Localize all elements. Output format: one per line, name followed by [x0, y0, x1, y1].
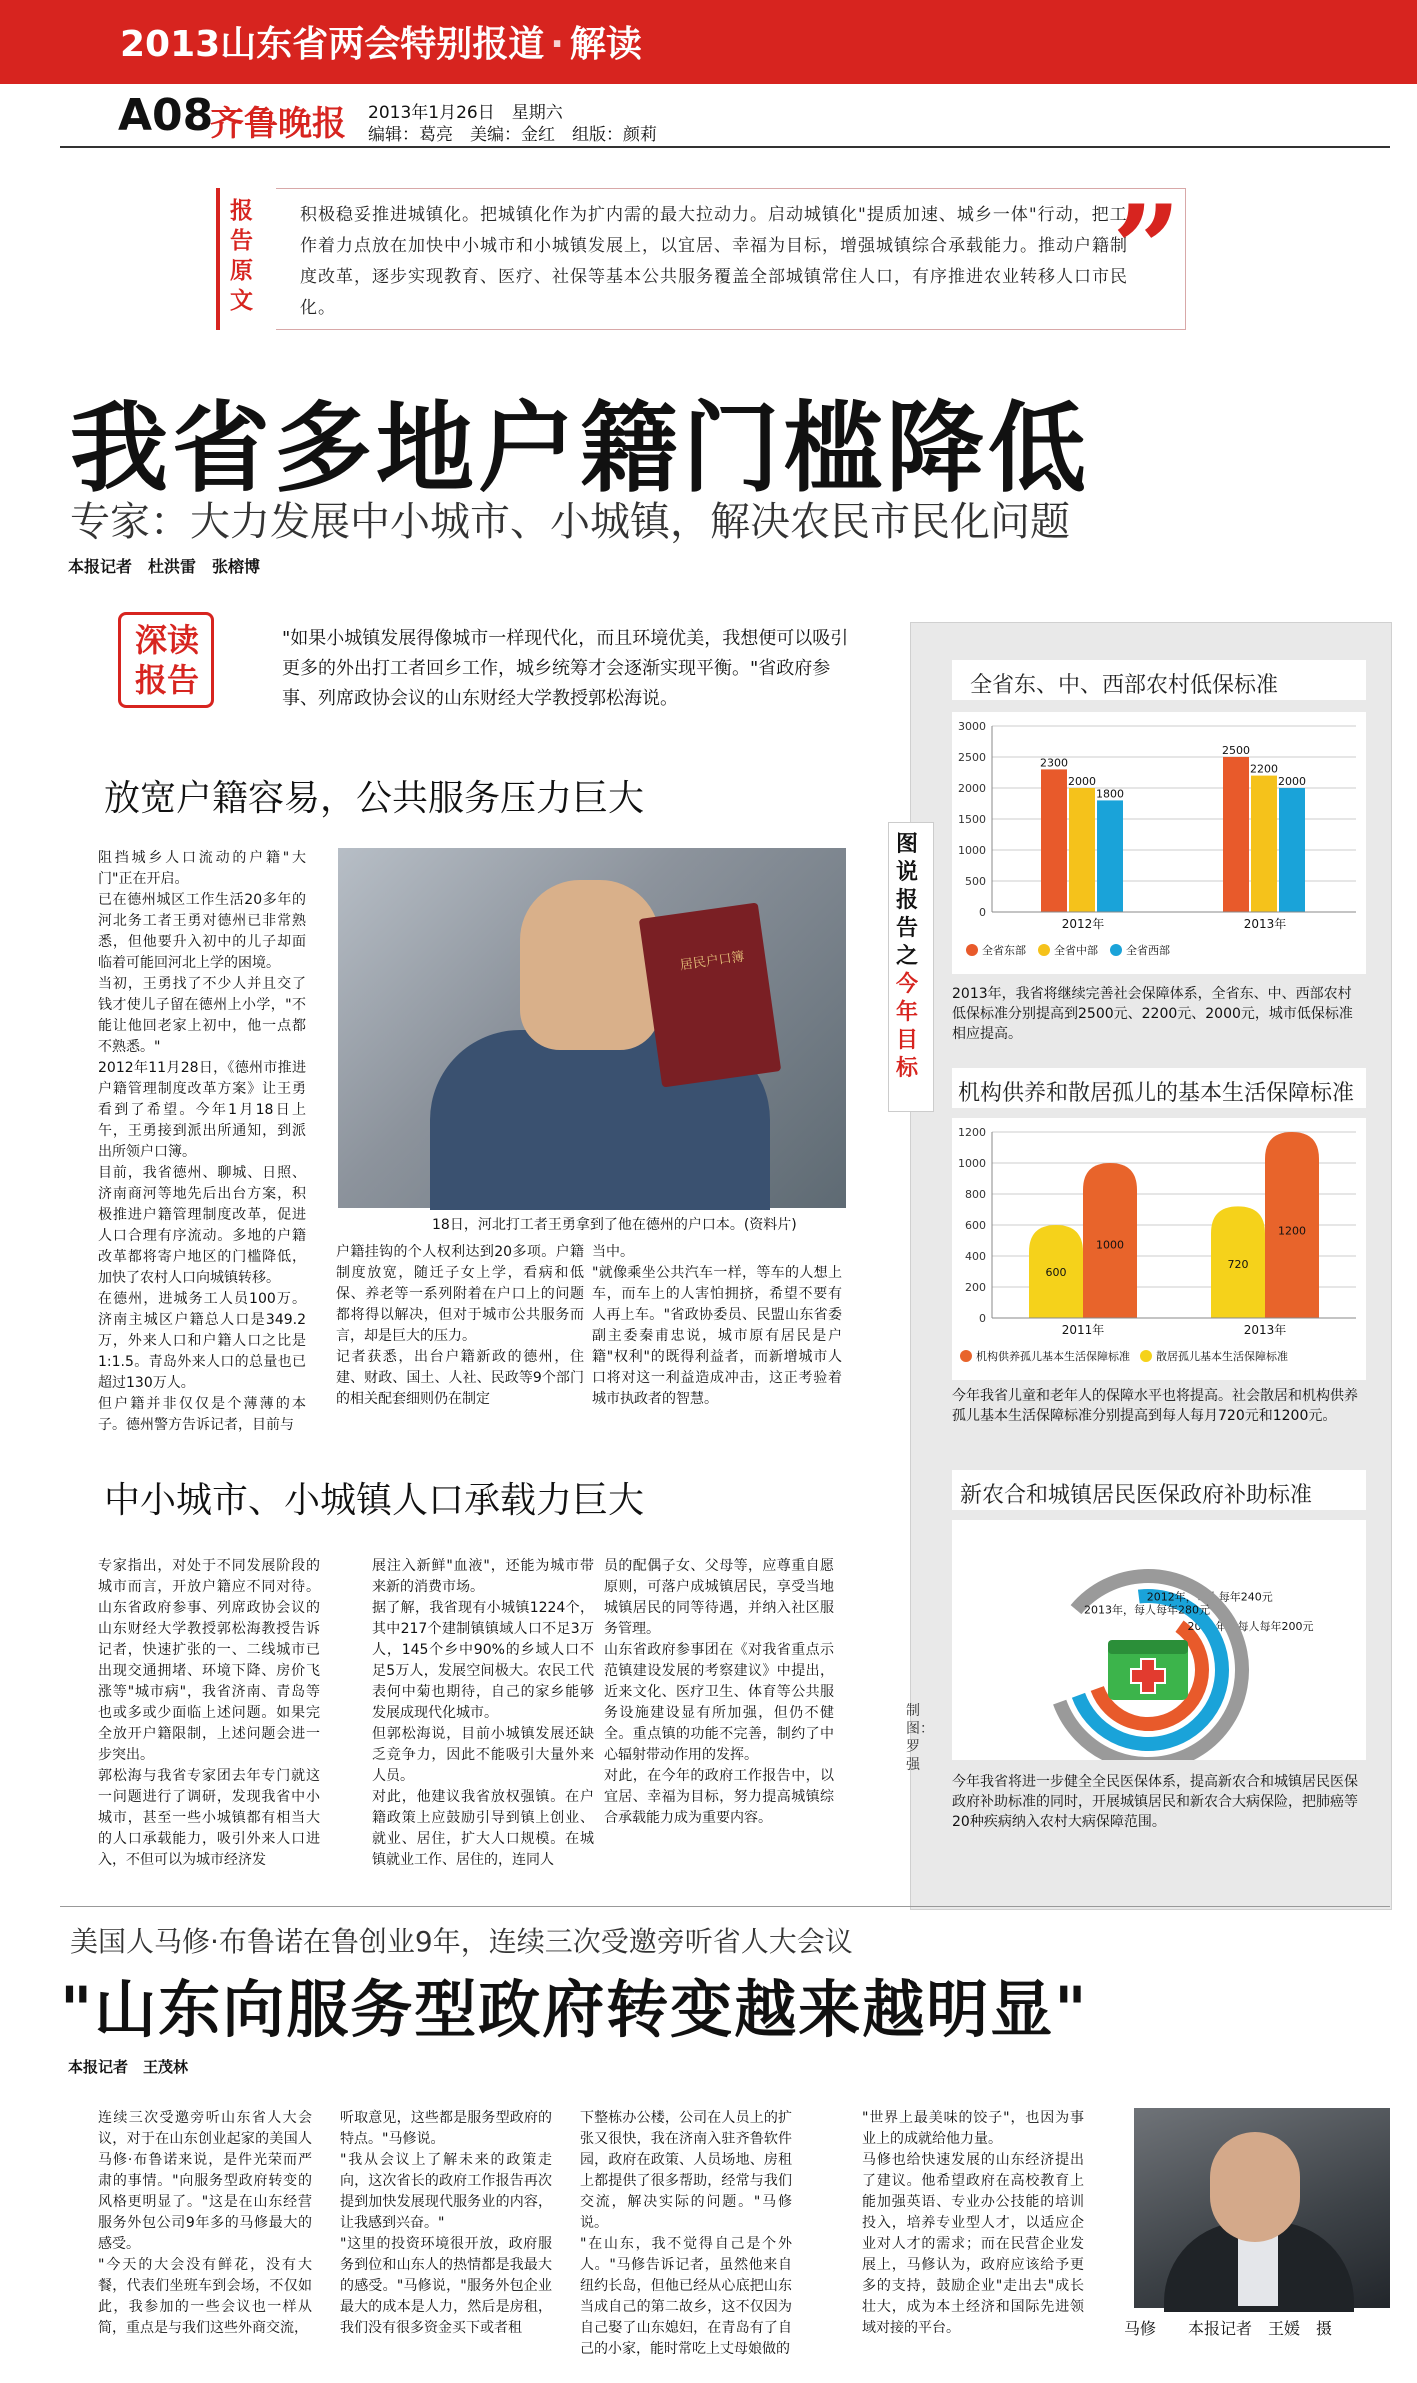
legend-label: 全省西部: [1126, 944, 1170, 957]
y-tick-label: 0: [979, 906, 986, 919]
legend-swatch: [1140, 1350, 1152, 1362]
ring-label: 2013年，每人每年280元: [1083, 1603, 1210, 1617]
y-tick-label: 600: [965, 1219, 986, 1232]
paper-name: 齐鲁晚报: [210, 104, 346, 144]
y-tick-label: 0: [979, 1312, 986, 1325]
x-tick-label: 2011年: [1061, 1323, 1105, 1337]
section-title-1: 放宽户籍容易，公共服务压力巨大: [104, 778, 645, 819]
chart2-description: 今年我省儿童和老年人的保障水平也将提高。社会散居和机构供养孤儿基本生活保障标准分别提高到每人每月720元和1200元。: [952, 1388, 1358, 1424]
article2-byline: 本报记者 王茂林: [68, 2058, 189, 2076]
chart-medical-subsidy: [952, 1520, 1366, 1760]
medical-kit-icon: [1108, 1640, 1188, 1700]
photo2-caption: 马修 本报记者 王媛 摄: [1124, 2319, 1333, 2338]
sidebar-tag-line1: 图说报告之: [896, 831, 919, 969]
bar-value-label: 1200: [1278, 1224, 1306, 1238]
main-headline: 我省多地户籍门槛降低: [70, 392, 1091, 506]
y-tick-label: 400: [965, 1250, 986, 1263]
photo-caption: 18日，河北打工者王勇拿到了他在德州的户口本。(资料片): [432, 1217, 797, 1233]
x-tick-label: 2012年: [1061, 917, 1105, 931]
photo-matthew-face: [1210, 2132, 1300, 2242]
article2-column-a: 连续三次受邀旁听山东省人大会议，对于在山东创业起家的美国人马修·布鲁诺来说，是件光荣而严肃的事情。"向服务型政府转变的风格更明显了。"这是在山东经营服务外包公司9年多的马修最大的感受。 "今天的大会没有鲜花，没有大餐，代表们坐班车到会场，不仅如此，我参加的一些会议也一样从简，重点是与我们这些外商交流，: [98, 2110, 312, 2336]
legend-label: 全省中部: [1054, 944, 1098, 957]
bar-mark: [1069, 788, 1095, 912]
bar-value-label: 1800: [1096, 787, 1124, 801]
x-tick-label: 2013年: [1243, 917, 1287, 931]
bar-value-label: 1000: [1096, 1238, 1124, 1252]
bar-value-label: 2000: [1068, 775, 1096, 788]
sidebar-tag-text: [896, 830, 926, 1082]
section1-column-b: 户籍挂钩的个人权利达到20多项。户籍制度放宽，随迁子女上学，看病和低保、养老等一系列附着在户口上的问题都将得以解决，但对于城市公共服务而言，却是巨大的压力。 记者获悉，出台户籍新政的德州，住建、财政、国土、人社、民政等9个部门的相关配套细则仍在制定: [336, 1244, 584, 1407]
section1-column-a: 阻挡城乡人口流动的户籍"大门"正在开启。 已在德州城区工作生活20多年的河北务工者王勇对德州已非常熟悉，但他要升入初中的儿子却面临着可能回河北上学的困境。 当初，王勇找了不少人并且交了钱才使儿子留在德州上小学，"不能让他回老家上初中，他一点都不熟悉。" 2012年11月28日，《德州市推进户籍管理制度改革方案》让王勇看到了希望。今年1月18日上午，王勇接到派出所通知，到派出所领户口簿。 目前，我省德州、聊城、日照、济南商河等地先后出台方案，积极推进户籍管理制度改革，促进人口合理有序流动。多地的户籍改革都将寄户地区的门槛降低，加快了农村人口向城镇转移。 在德州，进城务工人员100万。济南主城区户籍总人口是349.2万，外来人口和户籍人口之比是1:1.5。青岛外来人口的总量也已超过130万人。 但户籍并非仅仅是个薄薄的本子。德州警方告诉记者，目前与: [98, 850, 306, 1433]
chart3-title: 新农合和城镇居民医保政府补助标准: [960, 1483, 1313, 1508]
section1-column-c: 当中。 "就像乘坐公共汽车一样，等车的人想上车，而车上的人害怕拥挤，希望不要有人再上车。"省政协委员、民盟山东省委副主委秦甫忠说，城市原有居民是户籍"权利"的既得利益者，而新增城市人口将对这一利益造成冲击，这正考验着城市执政者的智慧。: [592, 1244, 842, 1407]
y-tick-label: 500: [965, 875, 986, 888]
section2-column-a: 专家指出，对处于不同发展阶段的城市而言，开放户籍应不同对待。山东省政府参事、列席政协会议的山东财经大学教授郭松海教授告诉记者，快速扩张的一、二线城市已出现交通拥堵、环境下降、房价飞涨等"城市病"，我省济南、青岛等也或多或少面临上述问题。如果完全放开户籍限制，上述问题会进一步突出。 郭松海与我省专家团去年专门就这一问题进行了调研，发现我省中小城市，甚至一些小城镇都有相当大的人口承载能力，吸引外来人口进入，不但可以为城市经济发: [98, 1558, 320, 1868]
banner-title: 2013山东省两会特别报道 · 解读: [120, 24, 642, 65]
y-tick-label: 800: [965, 1188, 986, 1201]
article-intro: "如果小城镇发展得像城市一样现代化，而且环境优美，我想便可以吸引更多的外出打工者回乡工作，城乡统筹才会逐渐实现平衡。"省政府参事、列席政协会议的山东财经大学教授郭松海说。: [282, 628, 849, 709]
y-tick-label: 3000: [958, 720, 986, 733]
banner-title-text: 2013山东省两会特别报道: [120, 24, 545, 65]
section-title-2: 中小城市、小城镇人口承载力巨大: [104, 1480, 645, 1521]
legend-swatch: [960, 1350, 972, 1362]
page-number: A08: [118, 90, 214, 141]
report-quote-label: 报告原文: [230, 197, 253, 314]
photo-person-head: [520, 880, 660, 1050]
y-tick-label: 1000: [958, 844, 986, 857]
article2-column-b: 听取意见，这些都是服务型政府的特点。"马修说。 "我从会议上了解未来的政策走向，这次省长的政府工作报告再次提到加快发展现代服务业的内容，让我感到兴奋。" "这里的投资环境很开放，政府服务到位和山东人的热情都是我最大的感受。"马修说，"服务外包企业最大的成本是人力，然后是房租，我们没有很多资金买下或者租: [340, 2110, 552, 2336]
bar-mark: [1041, 769, 1067, 912]
legend-label: 全省东部: [982, 944, 1026, 957]
masthead-divider: [60, 146, 1390, 148]
article2-column-d: "世界上最美味的饺子"，也因为事业上的成就给他力量。 马修也给快速发展的山东经济提出了建议。他希望政府在高校教育上能加强英语、专业办公技能的培训投入，培养专业型人才，以适应企业对人才的需求；而在民营企业发展上，马修认为，政府应该给予更多的支持，鼓励企业"走出去"成长壮大，成为本土经济和国际先进领域对接的平台。: [862, 2110, 1084, 2336]
ring-label: 2012年，每人每年240元: [1146, 1590, 1273, 1604]
editor-credits: 编辑：葛亮 美编：金红 组版：颜莉: [368, 125, 657, 145]
quote-mark-icon: ”: [1112, 179, 1182, 320]
photo-book-title: 居民户口簿: [679, 949, 746, 974]
article2-column-c: 下整栋办公楼，公司在人员上的扩张又很快，我在济南入驻齐鲁软件园，政府在政策、人员场地、房租上都提供了很多帮助，经常与我们交流，解决实际的问题。"马修说。 "在山东，我不觉得自己是个外人。"马修告诉记者，虽然他来自纽约长岛，但他已经从心底把山东当成自己的第二故乡，这不仅因为自己娶了山东媳妇，在青岛有了自己的小家，能时常吃上丈母娘做的: [580, 2110, 792, 2357]
legend-label: 机构供养孤儿基本生活保障标准: [976, 1350, 1130, 1363]
bar-value-label: 2500: [1222, 744, 1250, 757]
chart-orphan-support: [952, 1118, 1366, 1380]
bar-mark: [1223, 757, 1249, 912]
bar-value-label: 600: [1045, 1266, 1067, 1280]
legend-label: 散居孤儿基本生活保障标准: [1156, 1350, 1288, 1363]
graphic-credit: 制图：罗强: [906, 1703, 934, 1773]
chart1-description: 2013年，我省将继续完善社会保障体系，全省东、中、西部农村低保标准分别提高到2500元、2200元、2000元，城市低保标准相应提高。: [952, 986, 1353, 1042]
bar-value-label: 2000: [1278, 775, 1306, 788]
y-tick-label: 200: [965, 1281, 986, 1294]
deep-report-badge-text: 深读报告: [134, 621, 199, 699]
report-quote-text: 积极稳妥推进城镇化。把城镇化作为扩内需的最大拉动力。启动城镇化"提质加速、城乡一体"行动，把工作着力点放在加快中小城市和小城镇发展上，以宜居、幸福为目标，增强城镇综合承载能力。推动户籍制度改革，逐步实现教育、医疗、社保等基本公共服务覆盖全部城镇常住人口，有序推进农业转移人口市民化。: [300, 205, 1128, 318]
chart2-title: 机构供养和散居孤儿的基本生活保障标准: [958, 1081, 1355, 1106]
chart1-title: 全省东、中、西部农村低保标准: [970, 673, 1279, 698]
y-tick-label: 2000: [958, 782, 986, 795]
bar-value-label: 2200: [1250, 762, 1278, 776]
issue-date: 2013年1月26日 星期六: [368, 103, 563, 123]
ring-label: 2011年，每人每年200元: [1187, 1620, 1314, 1634]
section2-column-c: 员的配偶子女、父母等，应尊重自愿原则，可落户成城镇居民，享受当地城镇居民的同等待遇，并纳入社区服务管理。 山东省政府参事团在《对我省重点示范镇建设发展的考察建议》中提出，近来文化、医疗卫生、体育等公共服务设施建设显有所加强，但仍不健全。重点镇的功能不完善，制约了中心辐射带动作用的发挥。 对此，在今年的政府工作报告中，以宜居、幸福为目标，努力提高城镇综合承载能力成为重要内容。: [604, 1558, 834, 1826]
legend-swatch: [1110, 944, 1122, 956]
y-tick-label: 1000: [958, 1157, 986, 1170]
byline: 本报记者 杜洪雷 张榕博: [68, 557, 261, 576]
article2-kicker: 美国人马修·布鲁诺在鲁创业9年，连续三次受邀旁听省人大会议: [70, 1925, 853, 1958]
y-tick-label: 1500: [958, 813, 986, 826]
x-tick-label: 2013年: [1243, 1323, 1287, 1337]
article2-headline: "山东向服务型政府转变越来越明显": [60, 1973, 1089, 2046]
y-tick-label: 1200: [958, 1126, 986, 1139]
chart3-description: 今年我省将进一步健全全民医保体系，提高新农合和城镇居民医保政府补助标准的同时，开展城镇居民和新农合大病保险，把肺癌等20种疾病纳入农村大病保障范围。: [952, 1774, 1358, 1830]
chart-rural-subsistence: [952, 712, 1366, 974]
sub-headline: 专家：大力发展中小城市、小城镇，解决农民市民化问题: [70, 499, 1070, 545]
section2-column-b: 展注入新鲜"血液"，还能为城市带来新的消费市场。 据了解，我省现有小城镇1224个，其中217个建制镇镇域人口不足3万人，145个乡中90%的乡域人口不足5万人，发展空间极大。农民工代表何中菊也期待，自己的家乡能够发展成现代化城市。 但郭松海说，目前小城镇发展还缺乏竞争力，因此不能吸引大量外来人员。 对此，他建议我省放权强镇。在户籍政策上应鼓励引导到镇上创业、就业、居住，扩大人口规模。在城镇就业工作、居住的，连同人: [372, 1558, 594, 1868]
bar-mark: [1279, 788, 1305, 912]
banner-section-text: 解读: [569, 24, 642, 65]
sidebar-tag-line2: 今年目标: [896, 971, 919, 1081]
y-tick-label: 2500: [958, 751, 986, 764]
photo-hukou-book-cover: [639, 902, 781, 1087]
legend-swatch: [966, 944, 978, 956]
legend-swatch: [1038, 944, 1050, 956]
bar-mark: [1251, 776, 1277, 912]
article-divider: [60, 1906, 1390, 1907]
bar-mark: [1097, 800, 1123, 912]
bar-value-label: 720: [1227, 1257, 1249, 1271]
bar-value-label: 2300: [1040, 756, 1068, 770]
